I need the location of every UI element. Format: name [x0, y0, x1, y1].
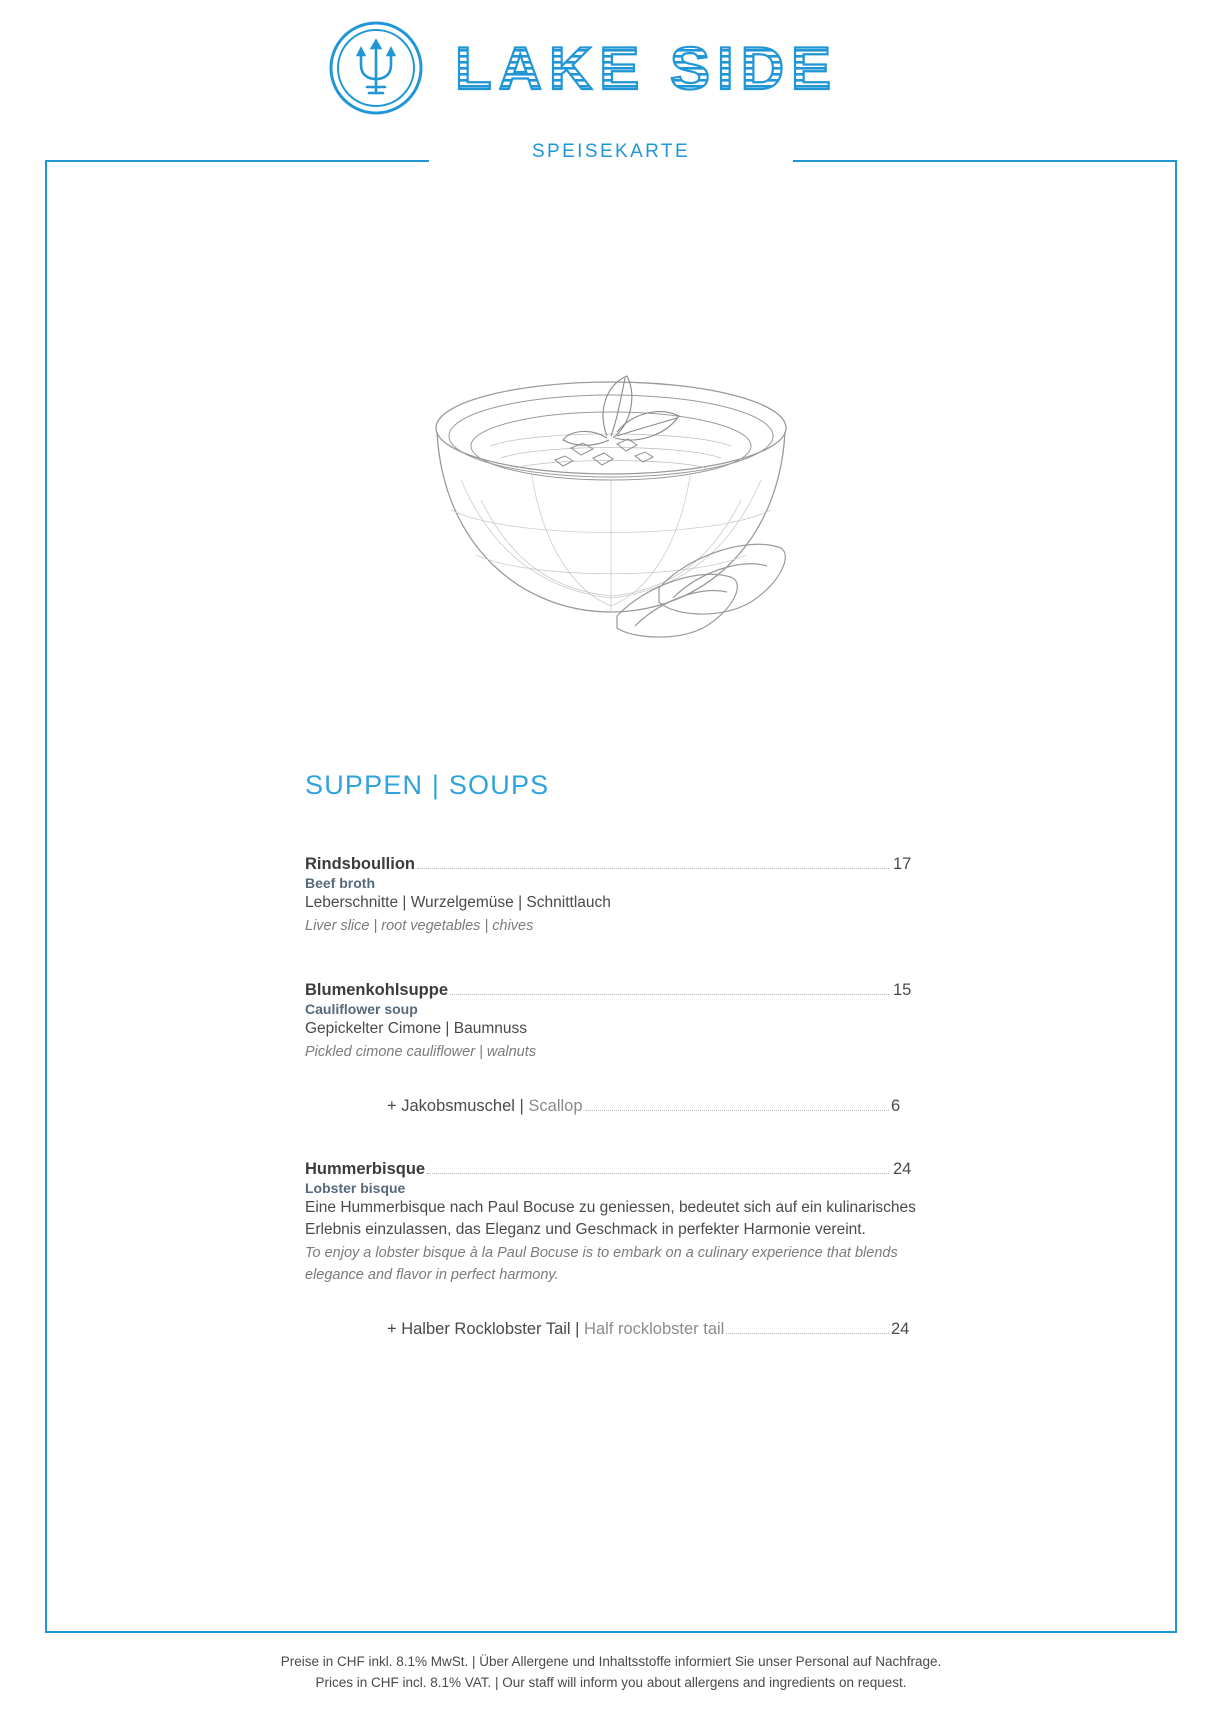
menu-item-header	[305, 855, 917, 874]
addon-price: 6	[891, 1097, 901, 1116]
menu-item-header	[305, 981, 917, 1000]
menu-item-desc-en: To enjoy a lobster bisque à la Paul Bocuse is to embark on a culinary experience that blends elegance and flavor in perfect harmony.	[305, 1245, 898, 1284]
trident-circle-icon	[327, 19, 425, 117]
menu-item-addon	[387, 1097, 917, 1116]
addon-label: + Jakobsmuschel | Scallop	[387, 1097, 583, 1116]
leader-dots	[450, 994, 889, 995]
addon-label: + Halber Rocklobster Tail | Half rocklobster tail	[387, 1320, 725, 1339]
menu-item	[305, 1160, 917, 1339]
leader-dots	[726, 1333, 889, 1334]
page-subtitle: SPEISEKARTE	[531, 141, 691, 162]
menu-item-name: Rindsboullion	[305, 855, 415, 873]
menu-item-name-en: Beef broth	[305, 875, 375, 891]
menu-item	[305, 855, 917, 937]
menu-item-addon	[387, 1320, 917, 1339]
menu-item	[305, 981, 917, 1116]
menu-item-header	[305, 1160, 917, 1179]
footer-line-en: Prices in CHF incl. 8.1% VAT. | Our staff will inform you about allergens and ingredients on request.	[315, 1675, 907, 1691]
footer-line-de: Preise in CHF inkl. 8.1% MwSt. | Über Allergene und Inhaltsstoffe informiert Sie unser Personal auf Nachfrage.	[280, 1653, 942, 1669]
leader-dots	[427, 1173, 889, 1174]
brand-wordmark	[455, 37, 895, 99]
menu-item-desc-en: Liver slice | root vegetables | chives	[305, 918, 534, 934]
svg-text:LAKE SIDE: LAKE SIDE	[455, 36, 839, 99]
menu-item-desc-en: Pickled cimone cauliflower | walnuts	[305, 1044, 537, 1061]
menu-item-price: 17	[893, 855, 912, 873]
soup-bowl-illustration	[0, 340, 1222, 640]
menu-item-desc-de: Gepickelter Cimone | Baumnuss	[305, 1020, 527, 1038]
menu-item-price: 24	[893, 1160, 912, 1179]
addon-price: 24	[891, 1320, 910, 1339]
leader-dots	[585, 1110, 889, 1111]
footer	[0, 1651, 1222, 1694]
menu-item-name-en: Cauliflower soup	[305, 1001, 418, 1018]
menu-item-price: 15	[893, 981, 912, 1000]
section-title-soups: SUPPEN | SOUPS	[305, 770, 550, 800]
menu-item-desc-de: Eine Hummerbisque nach Paul Bocuse zu geniessen, bedeutet sich auf ein kulinarisches Erlebnis einzulassen, das Eleganz und Geschmack in perfekter Harmonie vereint.	[305, 1199, 916, 1239]
menu-item-desc-de: Leberschnitte | Wurzelgemüse | Schnittlauch	[305, 894, 611, 911]
leader-dots	[417, 868, 889, 869]
brand-header	[0, 0, 1222, 135]
menu-item-name-en: Lobster bisque	[305, 1180, 406, 1197]
menu-item-name: Blumenkohlsuppe	[305, 981, 449, 1000]
menu-content	[305, 770, 917, 1339]
menu-item-name: Hummerbisque	[305, 1160, 426, 1179]
